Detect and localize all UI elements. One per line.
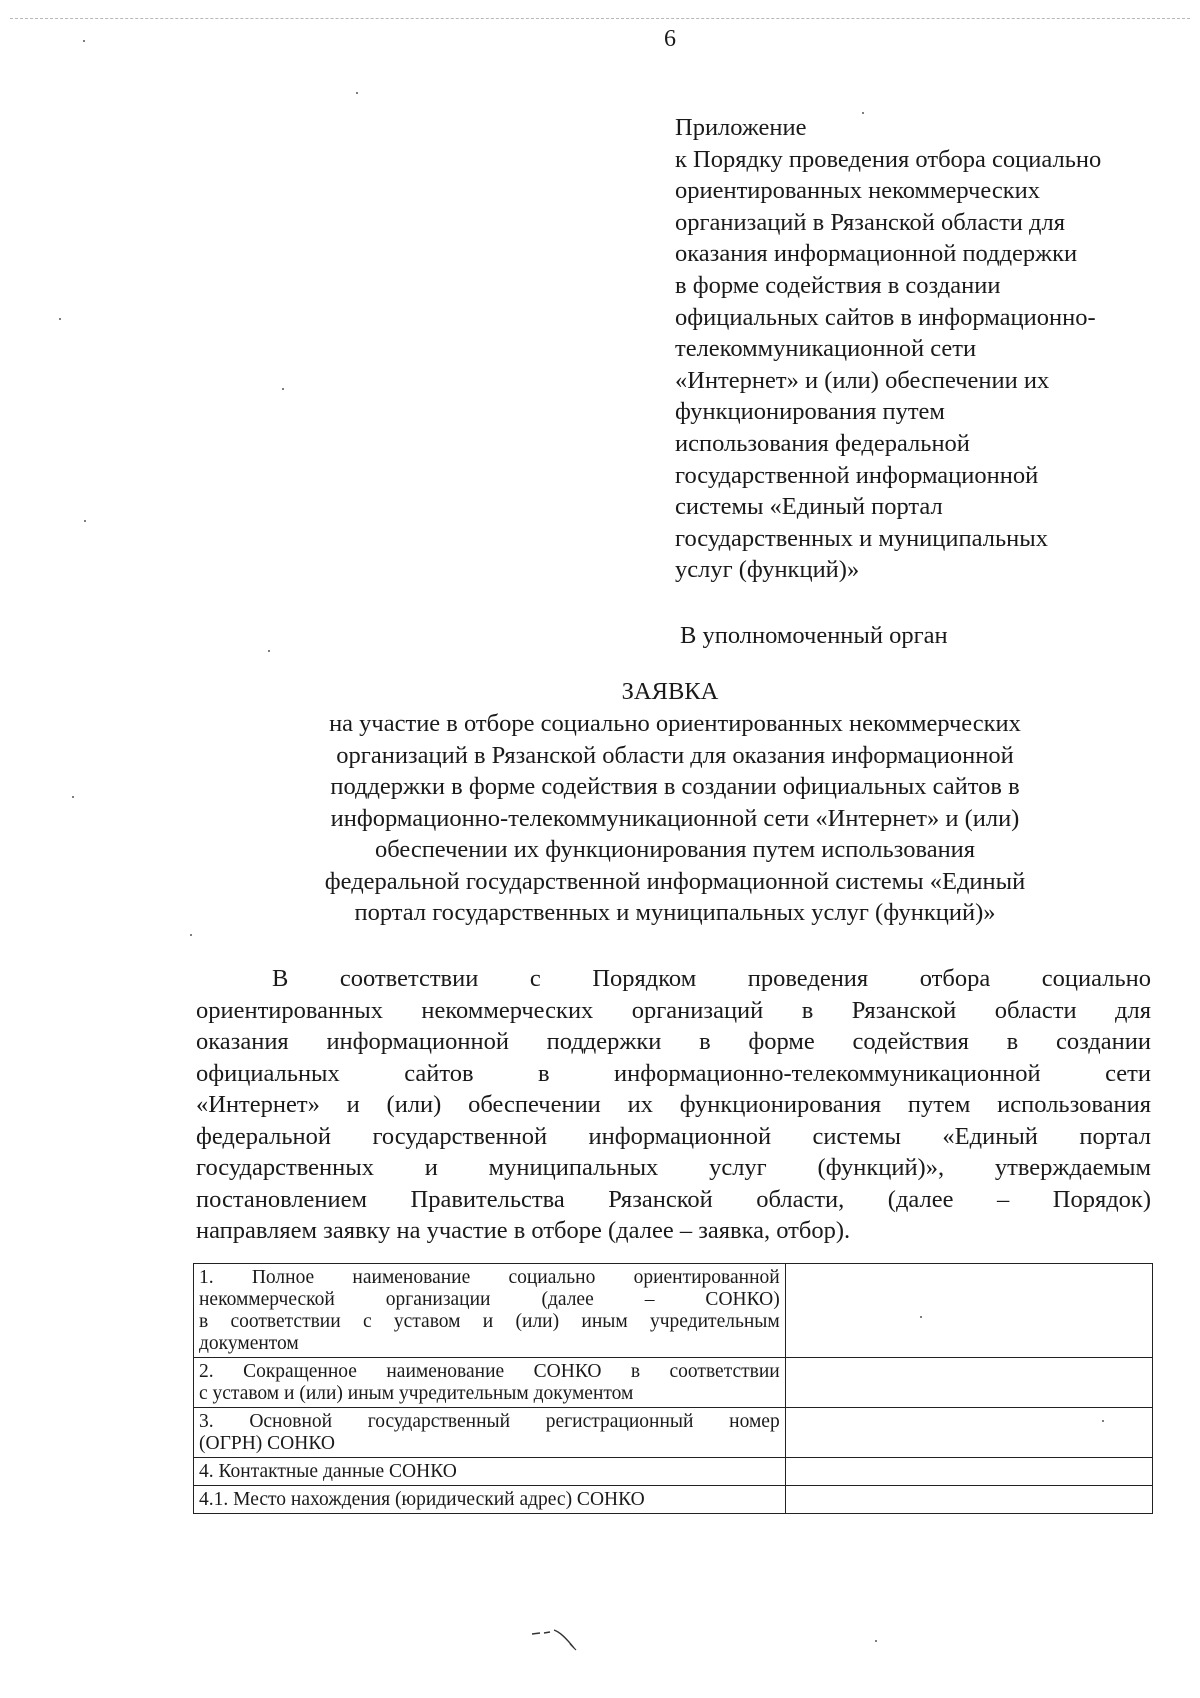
appendix-line: ориентированных некоммерческих — [675, 177, 1040, 205]
subtitle-line: федеральной государственной информационной системы «Единый — [324, 867, 1026, 895]
table-row — [194, 1458, 1153, 1486]
body-paragraph — [196, 963, 1151, 1247]
label-line: некоммерческой организации (далее – СОНКО) — [199, 1289, 780, 1310]
appendix-line: Приложение — [675, 114, 807, 141]
subtitle-line: на участие в отборе социально ориентированных некоммерческих — [329, 710, 1021, 737]
scan-speck — [862, 112, 864, 114]
table-label-cell — [194, 1408, 786, 1458]
label-line: (ОГРН) СОНКО — [199, 1433, 335, 1454]
table-row — [194, 1358, 1153, 1408]
appendix-line: «Интернет» и (или) обеспечении их — [675, 366, 1050, 394]
appendix-line: официальных сайтов в информационно- — [675, 303, 1096, 331]
subtitle-line: портал государственных и муниципальных услуг (функций)» — [354, 899, 996, 926]
label-line: 2. Сокращенное наименование СОНКО в соответствии — [199, 1361, 780, 1382]
table-label-cell — [194, 1486, 786, 1514]
label-line: в соответствии с уставом и (или) иным учредительным — [199, 1311, 780, 1332]
table-label-cell — [194, 1458, 786, 1486]
table-label-cell — [194, 1264, 786, 1358]
subtitle-line: информационно-телекоммуникационной сети «Интернет» и (или) — [330, 804, 1020, 832]
body-line: направляем заявку на участие в отборе (далее – заявка, отбор). — [196, 1217, 851, 1244]
appendix-line: к Порядку проведения отбора социально — [675, 145, 1102, 173]
table-label-cell — [194, 1358, 786, 1408]
appendix-line: государственных и муниципальных — [675, 524, 1048, 552]
application-table — [193, 1263, 1153, 1514]
appendix-line: организаций в Рязанской области для — [675, 208, 1065, 236]
table-row — [194, 1486, 1153, 1514]
appendix-line: использования федеральной — [675, 429, 970, 457]
appendix-line: оказания информационной поддержки — [675, 240, 1078, 268]
page-number: 6 — [664, 26, 676, 52]
scan-speck — [190, 934, 192, 936]
appendix-line: системы «Единый портал — [675, 493, 943, 521]
label-line: с уставом и (или) иным учредительным документом — [199, 1383, 634, 1404]
table-value-cell[interactable] — [785, 1458, 1152, 1486]
subtitle-line: поддержки в форме содействия в создании официальных сайтов в — [330, 773, 1020, 800]
label-line: 3. Основной государственный регистрационный номер — [199, 1411, 780, 1432]
scan-speck — [83, 40, 85, 42]
label-line: 4. Контактные данные СОНКО — [199, 1461, 457, 1482]
document-title: ЗАЯВКА — [621, 678, 719, 705]
scan-speck — [72, 796, 74, 798]
scan-speck — [59, 318, 61, 320]
scan-speck — [356, 92, 358, 94]
body-line: В соответствии с Порядком проведения отбора социально — [272, 965, 1151, 992]
table-row — [194, 1264, 1153, 1358]
table-value-cell[interactable] — [785, 1486, 1152, 1514]
appendix-header — [675, 112, 1175, 586]
body-line: «Интернет» и (или) обеспечении их функционирования путем использования — [196, 1091, 1151, 1118]
scan-speck — [920, 1316, 922, 1318]
label-line: 1. Полное наименование социально ориентированной — [199, 1267, 780, 1288]
subtitle-line: организаций в Рязанской области для оказания информационной — [336, 741, 1014, 769]
table-value-cell[interactable] — [785, 1408, 1152, 1458]
body-line: оказания информационной поддержки в форме содействия в создании — [196, 1028, 1151, 1055]
label-line: документом — [199, 1333, 299, 1354]
body-line: государственных и муниципальных услуг (функций)», утверждаемым — [196, 1154, 1151, 1181]
appendix-line: государственной информационной — [675, 461, 1039, 489]
document-subtitle — [150, 708, 1200, 929]
body-line: постановлением Правительства Рязанской области, (далее – Порядок) — [196, 1185, 1151, 1213]
label-line: 4.1. Место нахождения (юридический адрес) СОНКО — [199, 1489, 645, 1510]
body-line: официальных сайтов в информационно-телекоммуникационной сети — [196, 1059, 1151, 1087]
pen-mark-icon — [530, 1620, 590, 1660]
scan-speck — [875, 1640, 877, 1642]
body-line: ориентированных некоммерческих организаций в Рязанской области для — [196, 996, 1151, 1024]
table-value-cell[interactable] — [785, 1358, 1152, 1408]
scan-speck — [268, 650, 270, 652]
scan-speck — [84, 520, 86, 522]
subtitle-line: обеспечении их функционирования путем использования — [374, 836, 976, 863]
appendix-line: телекоммуникационной сети — [675, 335, 977, 363]
scan-speck — [1102, 1420, 1104, 1422]
addressee: В уполномоченный орган — [680, 622, 948, 649]
table-row — [194, 1408, 1153, 1458]
appendix-line: в форме содействия в создании — [675, 271, 1001, 299]
scan-speck — [282, 388, 284, 390]
appendix-line: услуг (функций)» — [675, 556, 860, 584]
scan-edge-line — [10, 18, 1190, 19]
body-line: федеральной государственной информационной системы «Единый портал — [196, 1122, 1151, 1150]
appendix-line: функционирования путем — [675, 398, 945, 426]
table-value-cell[interactable] — [785, 1264, 1152, 1358]
